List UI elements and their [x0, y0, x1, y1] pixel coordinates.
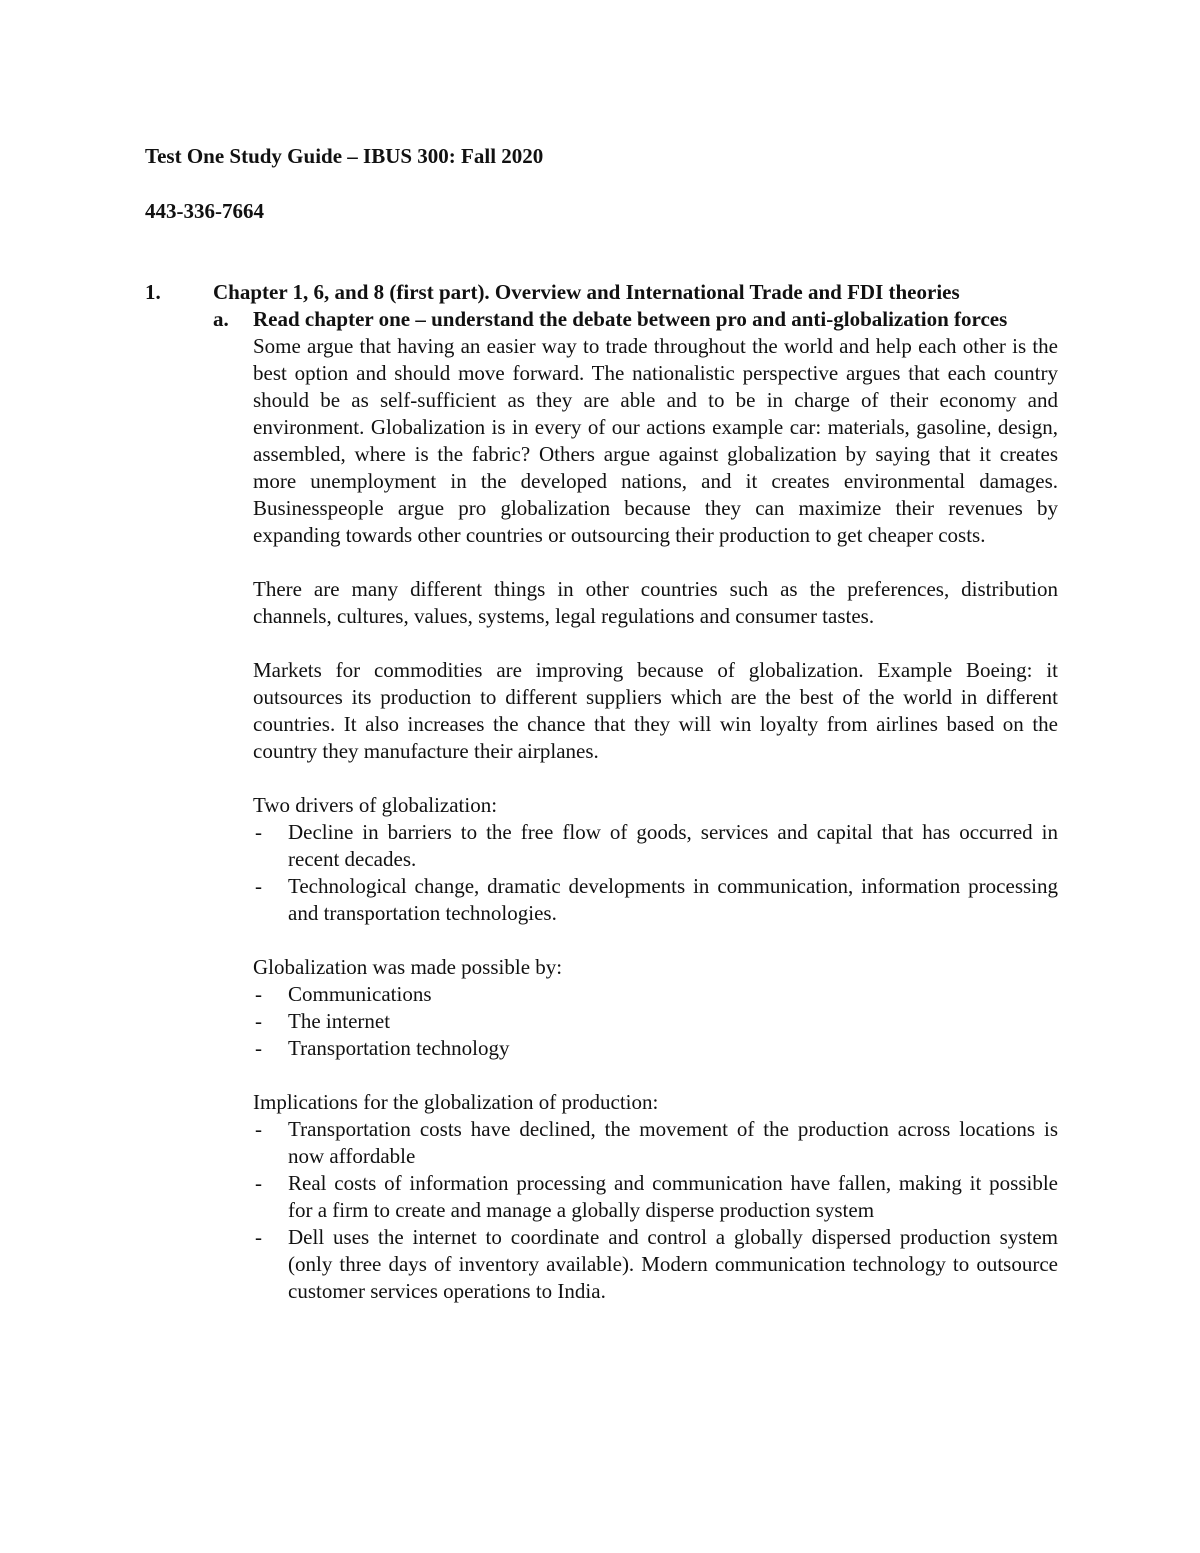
- list-item: [253, 1008, 1058, 1035]
- list-item-text: Communications: [288, 982, 432, 1006]
- dash-bullet: -: [255, 1225, 262, 1249]
- paragraph-gap: [253, 765, 1058, 792]
- subsection-letter: a.: [213, 307, 229, 331]
- dash-bullet: -: [255, 1009, 262, 1033]
- list-item-text: Dell uses the internet to coordinate and control a globally dispersed production system (only three days of inventory available). Modern communication technology to outsource customer services operations to India.: [288, 1225, 1058, 1303]
- paragraph-gap: [253, 549, 1058, 576]
- paragraph-boeing-example: Markets for commodities are improving because of globalization. Example Boeing: it outsources its production to different suppliers which are the best of the world in different countries. It also increases the chance that they will win loyalty from airlines based on the country they manufacture their airplanes.: [253, 658, 1058, 763]
- list-item: [253, 819, 1058, 873]
- list-item-text: Real costs of information processing and communication have fallen, making it possible for a firm to create and manage a globally disperse production system: [288, 1171, 1058, 1222]
- paragraph-country-differences: There are many different things in other countries such as the preferences, distribution channels, cultures, values, systems, legal regulations and consumer tastes.: [253, 577, 1058, 628]
- possible-label: Globalization was made possible by:: [253, 955, 563, 979]
- list-item: [253, 981, 1058, 1008]
- list-item: [253, 1035, 1058, 1062]
- subsection-content: [253, 306, 1058, 1305]
- phone-number: 443-336-7664: [145, 199, 264, 223]
- paragraph-gap: [253, 927, 1058, 954]
- paragraph-gap: [253, 1062, 1058, 1089]
- list-item: [253, 873, 1058, 927]
- list-item-text: Transportation technology: [288, 1036, 510, 1060]
- dash-bullet: -: [255, 874, 262, 898]
- list-item: [253, 1116, 1058, 1170]
- document-title: Test One Study Guide – IBUS 300: Fall 2020: [145, 144, 544, 168]
- list-item: [253, 1170, 1058, 1224]
- list-item: [253, 1224, 1058, 1305]
- list-item-text: The internet: [288, 1009, 391, 1033]
- list-item-text: Decline in barriers to the free flow of goods, services and capital that has occurred in recent decades.: [288, 820, 1058, 871]
- subsection-heading: Read chapter one – understand the debate between pro and anti-globalization forces: [253, 307, 1008, 331]
- dash-bullet: -: [255, 1171, 262, 1195]
- possible-list: [253, 981, 1058, 1062]
- implications-label: Implications for the globalization of production:: [253, 1090, 659, 1114]
- dash-bullet: -: [255, 820, 262, 844]
- drivers-list: [253, 819, 1058, 927]
- implications-list: [253, 1116, 1058, 1305]
- paragraph-gap: [253, 630, 1058, 657]
- dash-bullet: -: [255, 1036, 262, 1060]
- dash-bullet: -: [255, 1117, 262, 1141]
- section-number: 1.: [145, 280, 161, 304]
- list-item-text: Transportation costs have declined, the movement of the production across locations is now affordable: [288, 1117, 1058, 1168]
- list-item-text: Technological change, dramatic developments in communication, information processing and transportation technologies.: [288, 874, 1058, 925]
- section-heading: Chapter 1, 6, and 8 (first part). Overview and International Trade and FDI theories: [213, 280, 960, 304]
- dash-bullet: -: [255, 982, 262, 1006]
- drivers-label: Two drivers of globalization:: [253, 793, 498, 817]
- paragraph-globalization-debate: Some argue that having an easier way to trade throughout the world and help each other is the best option and should move forward. The nationalistic perspective argues that each country should be as self-sufficient as they are able and to be in charge of their economy and environment. Globalization is in every of our actions example car: materials, gasoline, design, assembled, where is the fabric? Others argue against globalization by saying that it creates more unemployment in the developed nations, and it creates environmental damages. Businesspeople argue pro globalization because they can maximize their revenues by expanding towards other countries or outsourcing their production to get cheaper costs.: [253, 334, 1058, 547]
